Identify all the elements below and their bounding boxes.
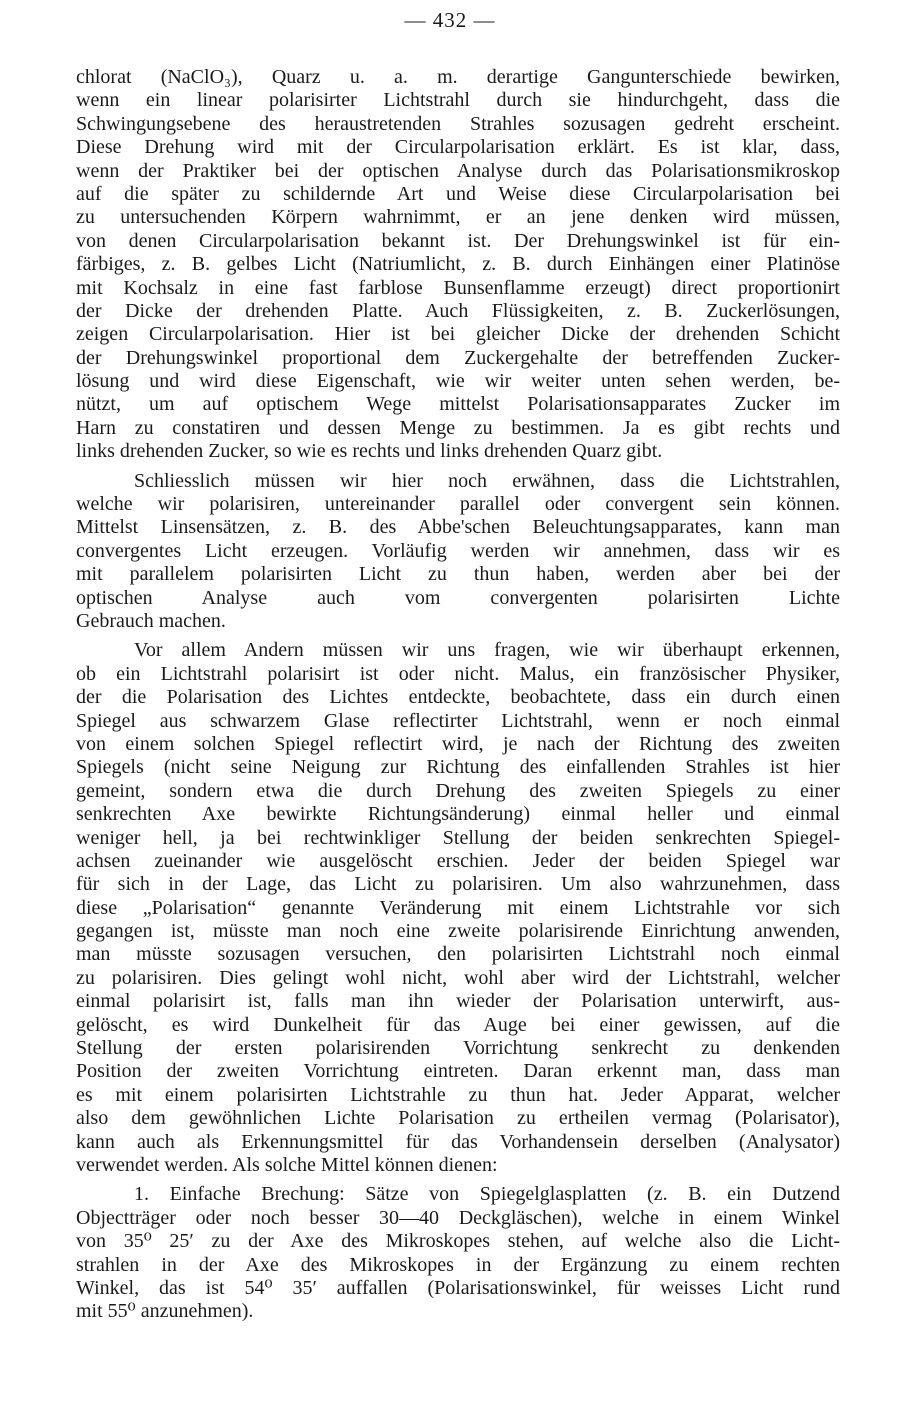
text-line: Schwingungsebene des heraustretenden Strahles sozusagen gedreht erscheint.	[76, 112, 840, 135]
text-line: gegangen ist, müsste man noch eine zweite polarisirende Einrichtung anwenden,	[76, 920, 840, 943]
text-line: senkrechten Axe bewirkte Richtungsänderung) einmal heller und einmal	[76, 803, 840, 826]
text-line: Diese Drehung wird mit der Circularpolarisation erklärt. Es ist klar, dass,	[76, 136, 840, 159]
text-line: es mit einem polarisirten Lichtstrahle zu thun hat. Jeder Apparat, welcher	[76, 1083, 840, 1106]
body-text	[76, 66, 840, 1324]
text-line: Stellung der ersten polarisirenden Vorrichtung senkrecht zu denkenden	[76, 1037, 840, 1060]
text-line: nützt, um auf optischem Wege mittelst Polarisationsapparates Zucker im	[76, 393, 840, 416]
text-line: der Drehungswinkel proportional dem Zuckergehalte der betreffenden Zucker-	[76, 346, 840, 369]
paragraph-1	[76, 66, 840, 464]
text-line: ob ein Lichtstrahl polarisirt ist oder nicht. Malus, ein französischer Physiker,	[76, 662, 840, 685]
text-line: Position der zweiten Vorrichtung eintreten. Daran erkennt man, dass man	[76, 1060, 840, 1083]
text-line: einmal polarisirt ist, falls man ihn wieder der Polarisation unterwirft, aus-	[76, 990, 840, 1013]
text-line: für sich in der Lage, das Licht zu polarisiren. Um also wahrzunehmen, dass	[76, 873, 840, 896]
text-line: wenn ein linear polarisirter Lichtstrahl durch sie hindurchgeht, dass die	[76, 89, 840, 112]
text-line: gelöscht, es wird Dunkelheit für das Auge bei einer gewissen, auf die	[76, 1013, 840, 1036]
text-line: von denen Circularpolarisation bekannt ist. Der Drehungswinkel ist für ein-	[76, 229, 840, 252]
text-line: optischen Analyse auch vom convergenten polarisirten Lichte	[76, 586, 840, 609]
text-line: achsen zueinander wie ausgelöscht erschien. Jeder der beiden Spiegel war	[76, 849, 840, 872]
paragraph-2	[76, 470, 840, 634]
text-line: links drehenden Zucker, so wie es rechts und links drehenden Quarz gibt.	[76, 440, 663, 463]
text-line: Spiegels (nicht seine Neigung zur Richtung des einfallenden Strahles ist hier	[76, 756, 840, 779]
text-line: zeigen Circularpolarisation. Hier ist bei gleicher Dicke der drehenden Schicht	[76, 323, 840, 346]
text-line: zu polarisiren. Dies gelingt wohl nicht, wohl aber wird der Lichtstrahl, welcher	[76, 966, 840, 989]
text-line: Winkel, das ist 54⁰ 35′ auffallen (Polarisationswinkel, für weisses Licht rund	[76, 1276, 840, 1299]
text-line: Spiegel aus schwarzem Glase reflectirter Lichtstrahl, wenn er noch einmal	[76, 709, 840, 732]
text-line: strahlen in der Axe des Mikroskopes in der Ergänzung zu einem rechten	[76, 1253, 840, 1276]
text-line: verwendet werden. Als solche Mittel können dienen:	[76, 1153, 498, 1176]
text-line: mit parallelem polarisirten Licht zu thun haben, werden aber bei der	[76, 563, 840, 586]
text-line: färbiges, z. B. gelbes Licht (Natriumlicht, z. B. durch Einhängen einer Platinöse	[76, 253, 840, 276]
text-line: Vor allem Andern müssen wir uns fragen, wie wir überhaupt erkennen,	[134, 639, 840, 662]
text-line: diese „Polarisation“ genannte Veränderung mit einem Lichtstrahle vor sich	[76, 896, 840, 919]
text-line: Harn zu constatiren und dessen Menge zu bestimmen. Ja es gibt rechts und	[76, 416, 840, 439]
text-line: zu untersuchenden Körpern wahrnimmt, er an jene denken wird müssen,	[76, 206, 840, 229]
text-line: welche wir polarisiren, untereinander parallel oder convergent sein können.	[76, 493, 840, 516]
text-line: der die Polarisation des Lichtes entdeckte, beobachtete, dass ein durch einen	[76, 686, 840, 709]
page-number: — 432 —	[404, 8, 496, 32]
text-line: convergentes Licht erzeugen. Vorläufig werden wir annehmen, dass wir es	[76, 539, 840, 562]
text-line: man müsste sozusagen versuchen, den polarisirten Lichtstrahl noch einmal	[76, 943, 840, 966]
text-line: gemeint, sondern etwa die durch Drehung des zweiten Spiegels zu einer	[76, 779, 840, 802]
text-line: von einem solchen Spiegel reflectirt wird, je nach der Richtung des zweiten	[76, 732, 840, 755]
text-line: kann auch als Erkennungsmittel für das Vorhandensein derselben (Analysator)	[76, 1130, 840, 1153]
text-line: auf die später zu schildernde Art und Weise diese Circularpolarisation bei	[76, 182, 840, 205]
text-line: Mittelst Linsensätzen, z. B. des Abbe'schen Beleuchtungsapparates, kann man	[76, 516, 840, 539]
paragraph-3	[76, 639, 840, 1177]
text-line: mit 55⁰ anzunehmen).	[76, 1300, 254, 1323]
text-line: mit Kochsalz in eine fast farblose Bunsenflamme erzeugt) direct proportionirt	[76, 276, 840, 299]
text-line: weniger hell, ja bei rechtwinkliger Stellung der beiden senkrechten Spiegel-	[76, 826, 840, 849]
text-line: chlorat (NaClO₃), Quarz u. a. m. derartige Gangunterschiede bewirken,	[76, 66, 840, 88]
text-line: lösung und wird diese Eigenschaft, wie wir weiter unten sehen werden, be-	[76, 370, 840, 393]
text-line: der Dicke der drehenden Platte. Auch Flüssigkeiten, z. B. Zuckerlösungen,	[76, 299, 840, 322]
text-line: Gebrauch machen.	[76, 609, 226, 632]
text-line: also dem gewöhnlichen Lichte Polarisation zu ertheilen vermag (Polarisator),	[76, 1107, 840, 1130]
text-line: Schliesslich müssen wir hier noch erwähnen, dass die Lichtstrahlen,	[134, 469, 840, 492]
text-line: von 35⁰ 25′ zu der Axe des Mikroskopes stehen, auf welche also die Licht-	[76, 1230, 840, 1253]
paragraph-4	[76, 1183, 840, 1323]
text-line: Objectträger oder noch besser 30—40 Deckgläschen), welche in einem Winkel	[76, 1206, 840, 1229]
text-line: wenn der Praktiker bei der optischen Analyse durch das Polarisationsmikroskop	[76, 159, 840, 182]
text-line: 1. Einfache Brechung: Sätze von Spiegelglasplatten (z. B. ein Dutzend	[134, 1183, 840, 1206]
